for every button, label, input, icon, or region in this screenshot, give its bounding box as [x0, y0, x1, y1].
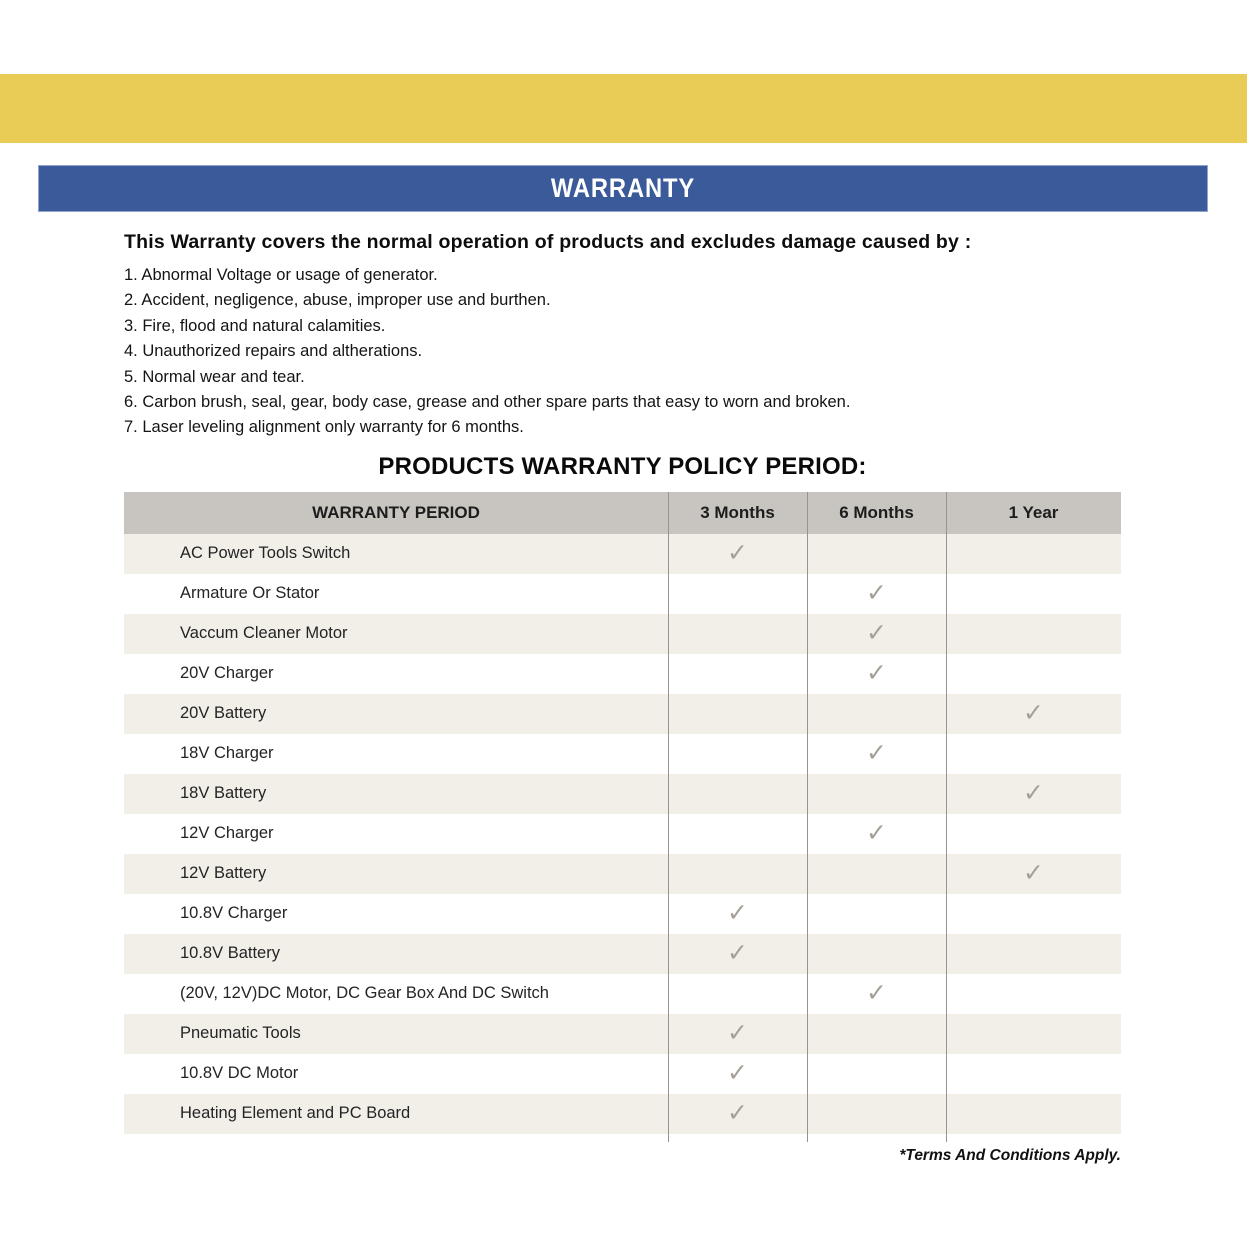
- table-row: [124, 814, 1121, 854]
- warranty-period-cell: [807, 1014, 946, 1054]
- warranty-period-cell: [807, 654, 946, 694]
- warranty-period-cell: [668, 1014, 807, 1054]
- table-row: [124, 534, 1121, 574]
- check-icon: ✓: [866, 739, 887, 768]
- warranty-period-cell: [668, 854, 807, 894]
- warranty-period-cell: [668, 534, 807, 574]
- column-divider: [668, 492, 669, 1142]
- warranty-period-cell: [946, 934, 1121, 974]
- warranty-period-cell: [946, 654, 1121, 694]
- column-divider: [946, 492, 947, 1142]
- warranty-period-cell: [668, 614, 807, 654]
- warranty-period-cell: [946, 1094, 1121, 1134]
- warranty-period-cell: [946, 614, 1121, 654]
- table-row: [124, 1094, 1121, 1134]
- product-name: Pneumatic Tools: [180, 1024, 301, 1043]
- warranty-period-cell: [807, 534, 946, 574]
- yellow-accent-band: [0, 74, 1247, 143]
- warranty-period-cell: [946, 734, 1121, 774]
- warranty-period-cell: [668, 1054, 807, 1094]
- product-name: 18V Battery: [180, 784, 267, 803]
- table-row: [124, 894, 1121, 934]
- check-icon: ✓: [1023, 859, 1044, 888]
- warranty-period-cell: [807, 974, 946, 1014]
- check-icon: ✓: [727, 899, 748, 928]
- warranty-period-cell: [807, 854, 946, 894]
- warranty-period-cell: [946, 774, 1121, 814]
- warranty-period-cell: [807, 574, 946, 614]
- product-name: 12V Charger: [180, 824, 274, 843]
- warranty-period-cell: [807, 814, 946, 854]
- warranty-policy-table: [124, 492, 1121, 1134]
- check-icon: ✓: [866, 579, 887, 608]
- warranty-period-cell: [668, 734, 807, 774]
- warranty-period-cell: [668, 974, 807, 1014]
- warranty-period-cell: [946, 814, 1121, 854]
- exclusion-list: [124, 263, 1121, 441]
- product-name: 12V Battery: [180, 864, 267, 883]
- product-name: 18V Charger: [180, 744, 274, 763]
- product-name: (20V, 12V)DC Motor, DC Gear Box And DC Switch: [180, 984, 549, 1003]
- warranty-period-cell: [807, 774, 946, 814]
- warranty-period-cell: [668, 934, 807, 974]
- check-icon: ✓: [866, 979, 887, 1008]
- table-row: [124, 974, 1121, 1014]
- warranty-header-title: WARRANTY: [550, 173, 696, 203]
- exclusion-item: 6. Carbon brush, seal, gear, body case, grease and other spare parts that easy to worn and broken.: [124, 393, 851, 412]
- warranty-period-cell: [946, 1014, 1121, 1054]
- check-icon: ✓: [866, 819, 887, 848]
- warranty-period-cell: [807, 934, 946, 974]
- check-icon: ✓: [727, 1059, 748, 1088]
- check-icon: ✓: [866, 659, 887, 688]
- check-icon: ✓: [727, 1099, 748, 1128]
- table-row: [124, 854, 1121, 894]
- product-name: Vaccum Cleaner Motor: [180, 624, 348, 643]
- warranty-period-cell: [807, 1094, 946, 1134]
- policy-table-title: PRODUCTS WARRANTY POLICY PERIOD:: [378, 452, 867, 480]
- warranty-period-cell: [946, 974, 1121, 1014]
- table-row: [124, 734, 1121, 774]
- warranty-period-cell: [946, 1054, 1121, 1094]
- check-icon: ✓: [1023, 699, 1044, 728]
- product-name: 20V Battery: [180, 704, 267, 723]
- warranty-period-cell: [946, 854, 1121, 894]
- warranty-period-cell: [946, 894, 1121, 934]
- product-name: Heating Element and PC Board: [180, 1104, 411, 1123]
- warranty-period-cell: [807, 734, 946, 774]
- warranty-coverage-heading: This Warranty covers the normal operation of products and excludes damage caused by :: [124, 231, 972, 253]
- column-divider: [807, 492, 808, 1142]
- warranty-period-cell: [807, 614, 946, 654]
- terms-note: *Terms And Conditions Apply.: [899, 1146, 1121, 1164]
- table-row: [124, 1014, 1121, 1054]
- warranty-period-cell: [807, 894, 946, 934]
- exclusion-item: 2. Accident, negligence, abuse, improper use and burthen.: [124, 291, 551, 310]
- check-icon: ✓: [727, 1019, 748, 1048]
- warranty-period-cell: [668, 574, 807, 614]
- check-icon: ✓: [727, 539, 748, 568]
- product-name: 10.8V DC Motor: [180, 1064, 299, 1083]
- exclusion-item: 4. Unauthorized repairs and altherations.: [124, 342, 423, 361]
- product-name: AC Power Tools Switch: [180, 544, 351, 563]
- column-header-warranty-period: WARRANTY PERIOD: [312, 502, 480, 522]
- product-name: 20V Charger: [180, 664, 274, 683]
- product-name: 10.8V Battery: [180, 944, 280, 963]
- column-header-3-months: 3 Months: [700, 502, 775, 522]
- table-row: [124, 934, 1121, 974]
- warranty-period-cell: [668, 814, 807, 854]
- table-header-row: [124, 492, 1121, 534]
- warranty-period-cell: [668, 654, 807, 694]
- table-row: [124, 774, 1121, 814]
- warranty-period-cell: [946, 574, 1121, 614]
- table-body: [124, 534, 1121, 1134]
- check-icon: ✓: [727, 939, 748, 968]
- warranty-period-cell: [668, 694, 807, 734]
- warranty-period-cell: [668, 774, 807, 814]
- check-icon: ✓: [866, 619, 887, 648]
- exclusion-item: 3. Fire, flood and natural calamities.: [124, 316, 386, 335]
- exclusion-item: 1. Abnormal Voltage or usage of generator.: [124, 266, 438, 284]
- warranty-period-cell: [668, 1094, 807, 1134]
- warranty-period-cell: [807, 694, 946, 734]
- table-row: [124, 574, 1121, 614]
- table-row: [124, 614, 1121, 654]
- column-header-1-year: 1 Year: [1008, 502, 1059, 522]
- exclusion-item: 5. Normal wear and tear.: [124, 367, 305, 386]
- product-name: Armature Or Stator: [180, 584, 320, 603]
- product-name: 10.8V Charger: [180, 904, 288, 923]
- warranty-period-cell: [946, 534, 1121, 574]
- table-row: [124, 1054, 1121, 1094]
- table-row: [124, 694, 1121, 734]
- warranty-period-cell: [807, 1054, 946, 1094]
- column-header-6-months: 6 Months: [839, 502, 914, 522]
- warranty-header-bar: [38, 165, 1208, 212]
- top-whitespace: [0, 0, 1247, 74]
- table-row: [124, 654, 1121, 694]
- warranty-period-cell: [946, 694, 1121, 734]
- warranty-period-cell: [668, 894, 807, 934]
- exclusion-item: 7. Laser leveling alignment only warranty for 6 months.: [124, 418, 524, 437]
- page-content: [124, 231, 1121, 1165]
- check-icon: ✓: [1023, 779, 1044, 808]
